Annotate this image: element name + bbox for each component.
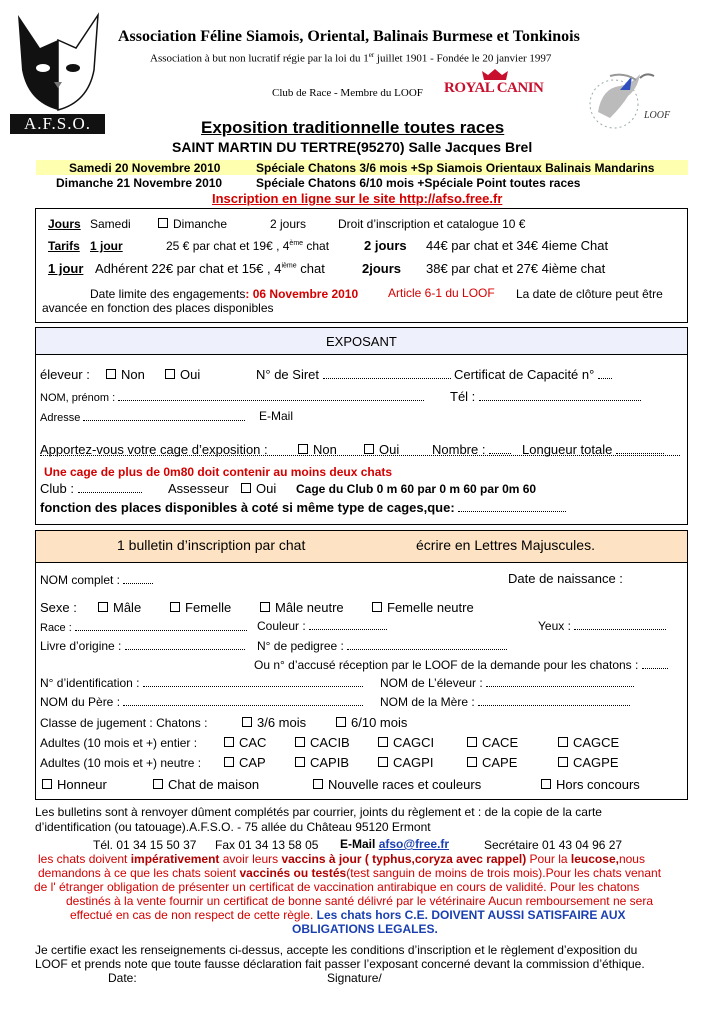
cac-checkbox[interactable] [224, 737, 234, 747]
identification-field[interactable]: N° d’identification : [40, 676, 363, 690]
entier-opt-cagci[interactable]: CAGCI [378, 735, 434, 750]
autre-opt-nouvelles[interactable]: Nouvelle races et couleurs [313, 777, 481, 792]
tarifs-label: Tarifs [48, 239, 80, 253]
cagci-checkbox[interactable] [378, 737, 388, 747]
certify-text-2: LOOF et prends note que toute fausse déclaration fait passer l’exposant concerné devant la commission d’éthique. [35, 957, 645, 971]
certify-text: Je certifie exact les renseignements ci-dessus, accepte les conditions d’inscription et le règlement d’exposition du [35, 943, 638, 957]
femelle-checkbox[interactable] [170, 602, 180, 612]
vaccin-line-3: de l' étranger obligation de présenter un certificat de vaccination antirabique en cours de validité. Pour les chatons [34, 880, 640, 894]
footer-secretaire: Secrétaire 01 43 04 96 27 [484, 838, 623, 852]
eleveur-oui[interactable]: Oui [165, 367, 200, 382]
trois-six-option[interactable]: 3/6 mois [242, 715, 306, 730]
nom-complet-field[interactable]: NOM complet : [40, 573, 153, 587]
vaccin-line-4: destinés à la vente fournir un certificat de bonne santé délivré par le vétérinaire Aucun remboursement ne sera [66, 894, 654, 908]
six-dix-checkbox[interactable] [336, 717, 346, 727]
event-title: Exposition traditionnelle toutes races [201, 118, 505, 137]
yeux-field[interactable]: Yeux : [538, 619, 666, 633]
eleveur-non-checkbox[interactable] [106, 369, 116, 379]
signature-field[interactable]: Signature/ [327, 971, 382, 985]
cage-oui[interactable]: Oui [364, 442, 399, 457]
article-loof: Article 6-1 du LOOF [388, 286, 495, 300]
cage-club: Cage du Club 0 m 60 par 0 m 60 par 0m 60 [296, 482, 537, 496]
livre-field[interactable]: Livre d’origine : [40, 639, 245, 653]
cap-checkbox[interactable] [224, 757, 234, 767]
nouvelles-checkbox[interactable] [313, 779, 323, 789]
entier-opt-cagce[interactable]: CAGCE [558, 735, 619, 750]
vaccin-line-6: OBLIGATIONS LEGALES. [292, 922, 438, 936]
vaccin-line-2: demandons à ce que les chats soient vaccinés ou testés(test sanguin de moins de trois mois).Pour les chats venant [38, 866, 662, 880]
nombre-field[interactable]: Nombre : [432, 442, 511, 457]
cacib-checkbox[interactable] [295, 737, 305, 747]
association-subtitle: Association à but non lucratif régie par la loi du 1er juillet 1901 - Fondée le 20 janvier 1997 [150, 51, 552, 65]
neutre-opt-cap[interactable]: CAP [224, 755, 266, 770]
club-line: Club de Race - Membre du LOOF [272, 87, 423, 99]
day2-date: Dimanche 21 Novembre 2010 [56, 176, 223, 190]
dimanche-option[interactable]: Dimanche [158, 217, 227, 231]
exposant-heading: EXPOSANT [326, 334, 397, 349]
chat-maison-checkbox[interactable] [153, 779, 163, 789]
tel-field[interactable]: Tél : [450, 389, 641, 404]
footer-email[interactable]: E-Mail afso@free.fr [340, 837, 450, 851]
footer-fax: Fax 01 34 13 58 05 [215, 838, 319, 852]
loof-cat-icon [580, 66, 680, 132]
cape-checkbox[interactable] [467, 757, 477, 767]
entier-opt-cace[interactable]: CACE [467, 735, 518, 750]
siret-field[interactable]: N° de Siret [256, 367, 451, 382]
bulletin-heading-left: 1 bulletin d’inscription par chat [117, 537, 306, 553]
adh-un-jour: 1 jour [48, 261, 84, 276]
cagce-checkbox[interactable] [558, 737, 568, 747]
nom-pere-field[interactable]: NOM du Père : [40, 695, 363, 709]
jours-label: Jours [48, 217, 81, 231]
online-link[interactable]: Inscription en ligne sur le site http://afso.free.fr [212, 191, 503, 206]
adh-deux-jours: 2jours [362, 261, 402, 276]
un-jour-prix: 25 € par chat et 19€ , 4ème chat [166, 239, 330, 253]
accuse-field[interactable]: Ou n° d’accusé réception par le LOOF de la demande pour les chatons : [254, 658, 668, 672]
hors-concours-checkbox[interactable] [541, 779, 551, 789]
cage-question: Apportez-vous votre cage d’exposition : [40, 442, 268, 457]
sexe-male[interactable]: Mâle [98, 600, 141, 615]
bulletin-heading-right: écrire en Lettres Majuscules. [416, 537, 595, 553]
entier-opt-cac[interactable]: CAC [224, 735, 266, 750]
royal-canin-logo: ROYAL CANIN [444, 68, 546, 98]
date-limite: Date limite des engagements: 06 Novembre 2010 [90, 287, 359, 301]
male-checkbox[interactable] [98, 602, 108, 612]
autre-opt-chat-maison[interactable]: Chat de maison [153, 777, 259, 792]
neutre-opt-cape[interactable]: CAPE [467, 755, 517, 770]
eleveur-non[interactable]: Non [106, 367, 145, 382]
dotted-rule [40, 455, 680, 456]
honneur-checkbox[interactable] [42, 779, 52, 789]
autre-opt-honneur[interactable]: Honneur [42, 777, 107, 792]
sexe-male-neutre[interactable]: Mâle neutre [260, 600, 344, 615]
assesseur-label: Assesseur [168, 481, 229, 496]
renvoi-text: Les bulletins sont à renvoyer dûment complétés par courrier, joints du règlement et : de la copie de la carte [35, 805, 602, 819]
renvoi-text-2: d’identification (ou tatouage).A.F.S.O. - 75 allée du Château 95120 Ermont [35, 820, 431, 834]
cagpi-checkbox[interactable] [378, 757, 388, 767]
day1-date: Samedi 20 Novembre 2010 [69, 161, 221, 175]
cagpe-checkbox[interactable] [558, 757, 568, 767]
day1-special: Spéciale Chatons 3/6 mois +Sp Siamois Orientaux Balinais Mandarins [256, 161, 655, 175]
adresse-field[interactable]: Adresse [40, 411, 245, 424]
samedi-label: Samedi [90, 217, 131, 231]
cage-non[interactable]: Non [298, 442, 337, 457]
pedigree-field[interactable]: N° de pedigree : [257, 639, 507, 653]
entier-opt-cacib[interactable]: CACIB [295, 735, 350, 750]
association-name: Association Féline Siamois, Oriental, Balinais Burmese et Tonkinois [118, 28, 580, 45]
cat-face-icon [10, 10, 105, 114]
adh-text: Adhérent 22€ par chat et 15€ , 4ième chat [95, 261, 325, 276]
sexe-femelle[interactable]: Femelle [170, 600, 231, 615]
eleveur-label: éleveur : [40, 367, 90, 382]
deux-jours-prix: 44€ par chat et 34€ 4ieme Chat [426, 238, 609, 253]
neutre-opt-cagpi[interactable]: CAGPI [378, 755, 433, 770]
cloture-text: La date de clôture peut être [516, 287, 663, 301]
certificat-field[interactable]: Certificat de Capacité n° [454, 367, 612, 382]
longueur-field[interactable]: Longueur totale [522, 442, 664, 457]
nom-mere-field[interactable]: NOM de la Mère : [380, 695, 630, 709]
cace-checkbox[interactable] [467, 737, 477, 747]
adultes-entier-label: Adultes (10 mois et +) entier : [40, 736, 198, 750]
event-location: SAINT MARTIN DU TERTRE(95270) Salle Jacques Brel [172, 139, 533, 155]
nom-eleveur-field[interactable]: NOM de L’éleveur : [380, 676, 634, 690]
cloture-text-2: avancée en fonction des places disponibles [42, 301, 274, 315]
eleveur-oui-checkbox[interactable] [165, 369, 175, 379]
adh-deux-prix: 38€ par chat et 27€ 4ième chat [426, 261, 606, 276]
date-field[interactable]: Date: [108, 971, 137, 985]
nom-prenom-field[interactable]: NOM, prénom : [40, 391, 424, 404]
afso-logo [10, 10, 105, 134]
adultes-neutre-label: Adultes (10 mois et +) neutre : [40, 756, 202, 770]
cage-oui-checkbox[interactable] [364, 444, 374, 454]
club-field[interactable]: Club : [40, 481, 142, 496]
cage-non-checkbox[interactable] [298, 444, 308, 454]
email-field[interactable]: E-Mail [259, 409, 294, 423]
six-dix-option[interactable]: 6/10 mois [336, 715, 407, 730]
vaccin-line-5: effectué en cas de non respect de cette règle. Les chats hors C.E. DOIVENT AUSSI SATISFAIRE AUX [70, 908, 626, 922]
fonction-field[interactable]: fonction des places disponibles à coté si même type de cages,que: [40, 500, 566, 515]
sexe-label: Sexe : [40, 600, 77, 615]
naissance-field[interactable]: Date de naissance : [508, 571, 623, 586]
race-field[interactable]: Race : [40, 621, 247, 634]
footer-tel: Tél. 01 34 15 50 37 [93, 838, 197, 852]
neutre-opt-capib[interactable]: CAPIB [295, 755, 349, 770]
male-neutre-checkbox[interactable] [260, 602, 270, 612]
classe-label: Classe de jugement : Chatons : [40, 716, 208, 730]
logo-text: A.F.S.O. [10, 114, 105, 134]
droit-inscription: Droit d’inscription et catalogue 10 € [338, 217, 526, 231]
deux-jours-bold: 2 jours [364, 238, 407, 253]
neutre-opt-cagpe[interactable]: CAGPE [558, 755, 619, 770]
sexe-femelle-neutre[interactable]: Femelle neutre [372, 600, 474, 615]
autre-opt-hors-concours[interactable]: Hors concours [541, 777, 640, 792]
deux-jours-label: 2 jours [270, 217, 307, 231]
loof-logo: LOOF [580, 66, 680, 132]
couleur-field[interactable]: Couleur : [257, 619, 387, 633]
un-jour-label: 1 jour [90, 239, 123, 253]
day2-special: Spéciale Chatons 6/10 mois +Spéciale Point toutes races [256, 176, 581, 190]
cage-warning: Une cage de plus de 0m80 doit contenir au moins deux chats [44, 465, 393, 479]
vaccin-line-1: les chats doivent impérativement avoir leurs vaccins à jour ( typhus,coryza avec rappel) Pour la leucose,nous [38, 852, 645, 866]
trois-six-checkbox[interactable] [242, 717, 252, 727]
capib-checkbox[interactable] [295, 757, 305, 767]
femelle-neutre-checkbox[interactable] [372, 602, 382, 612]
assesseur-oui[interactable]: Oui [241, 481, 276, 496]
dimanche-checkbox[interactable] [158, 218, 168, 228]
assesseur-oui-checkbox[interactable] [241, 483, 251, 493]
